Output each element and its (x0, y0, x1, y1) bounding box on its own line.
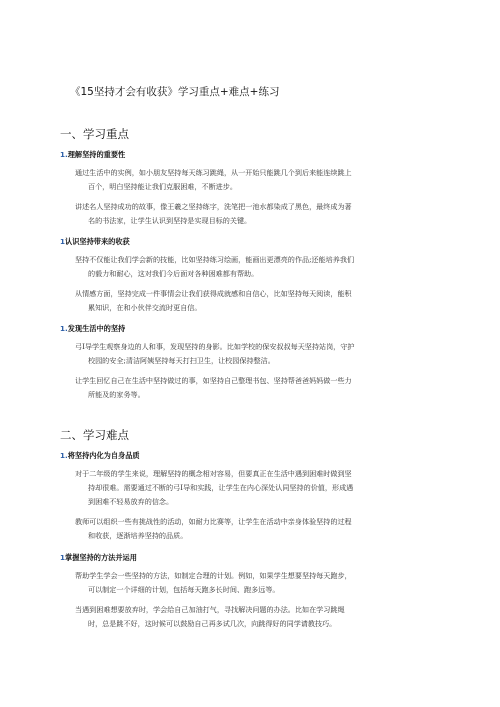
subheading-label: 理解坚持的重要性 (67, 150, 126, 159)
subheading-label: 认识坚持带来的收获 (65, 237, 130, 246)
section-heading-key-points: 一、学习重点 (60, 127, 129, 141)
paragraph-line: 讲述名人坚持成功的故事，像王羲之坚持练字，洗笔把一池水都染成了黑色，最终成为著 (75, 202, 352, 211)
paragraph (75, 603, 447, 631)
subheading-number: 1 (60, 553, 66, 562)
paragraph-line: 名的书法家，让学生认识到坚持是实现目标的关键。 (88, 216, 252, 225)
paragraph-line: 累知识，在和小伙伴交流时更自信。 (88, 303, 202, 312)
paragraph-line: 的毅力和耐心，这对我们今后面对各种困难都有帮助。 (88, 269, 259, 278)
paragraph (75, 515, 447, 543)
subheading (60, 150, 125, 160)
paragraph (75, 166, 447, 194)
paragraph-line: 到困难不轻易放弃的信念。 (88, 497, 174, 506)
subheading (60, 237, 130, 247)
subheading-number: 1 (60, 237, 66, 246)
paragraph (75, 374, 447, 402)
section-heading-difficulties: 二、学习难点 (60, 428, 129, 442)
paragraph-line: 教师可以组织一些有挑战性的活动，如耐力比赛等，让学生在活动中亲身体验坚持的过程 (75, 517, 352, 526)
paragraph-line: 对于二年级的学生来说，理解坚持的概念相对容易，但要真正在生活中遇到困难时做到坚 (75, 469, 352, 478)
paragraph-line: 时，总是跳不好，这时候可以鼓励自己再多试几次，向跳得好的同学请教技巧。 (88, 619, 337, 628)
subheading-number: 1. (60, 324, 68, 333)
subheading-label: 掌握坚持的方法并运用 (65, 553, 137, 562)
paragraph-line: 所能及的家务等。 (88, 390, 145, 399)
paragraph (75, 253, 447, 281)
paragraph-line: 当遇到困难想要放弃时，学会给自己加油打气，寻找解决问题的办法。比如在学习跳绳 (75, 605, 345, 614)
paragraph-line: 持却很难。需要通过不断的弓I导和实践，让学生在内心深处认同坚持的价值，形成遇 (88, 483, 354, 492)
paragraph-line: 百个，明白坚持能让我们克服困难，不断进步。 (88, 182, 237, 191)
paragraph (75, 200, 447, 228)
paragraph (75, 287, 447, 315)
paragraph (75, 467, 447, 509)
subheading-number: 1. (60, 451, 68, 460)
paragraph (75, 340, 447, 368)
paragraph-line: 通过生活中的实例，如小朋友坚持每天练习跳绳，从一开始只能跳几个到后来能连续跳上 (75, 168, 352, 177)
paragraph-line: 让学生回忆自己在生活中坚持做过的事，如坚持自己整理书包、坚持帮爸爸妈妈做一些力 (75, 376, 352, 385)
subheading-label: 将坚持内化为自身品质 (67, 451, 140, 460)
paragraph-line: 坚持不仅能让我们学会新的技能，比如坚持练习绘画，能画出更漂亮的作品;还能培养我们 (75, 255, 355, 264)
subheading (60, 451, 140, 461)
paragraph-line: 从情感方面，坚持完成一件事情会让我们获得成就感和自信心，比如坚持每天阅读，能积 (75, 289, 352, 298)
paragraph (75, 569, 447, 597)
subheading (60, 553, 137, 563)
paragraph-line: 帮助学生学会一些坚持的方法，如制定合理的计划。例如，如果学生想要坚持每天跑步， (75, 571, 352, 580)
paragraph-line: 校园的安全;清洁阿姨坚持每天打扫卫生，让校园保持整洁。 (88, 356, 275, 365)
subheading-number: 1. (60, 150, 68, 159)
subheading-label: 发现生活中的坚持 (67, 324, 126, 333)
paragraph-line: 可以制定一个详细的计划，包括每天跑多长时间、跑多远等。 (88, 585, 280, 594)
paragraph-line: 弓I导学生观察身边的人和事，发现坚持的身影。比如学校的保安叔叔每天坚持站岗，守护 (75, 342, 355, 351)
document-title: 《15坚持才会有收获》学习重点+难点+练习 (70, 86, 280, 98)
subheading (60, 324, 125, 334)
paragraph-line: 和收获，逐渐培养坚持的品质。 (88, 531, 188, 540)
